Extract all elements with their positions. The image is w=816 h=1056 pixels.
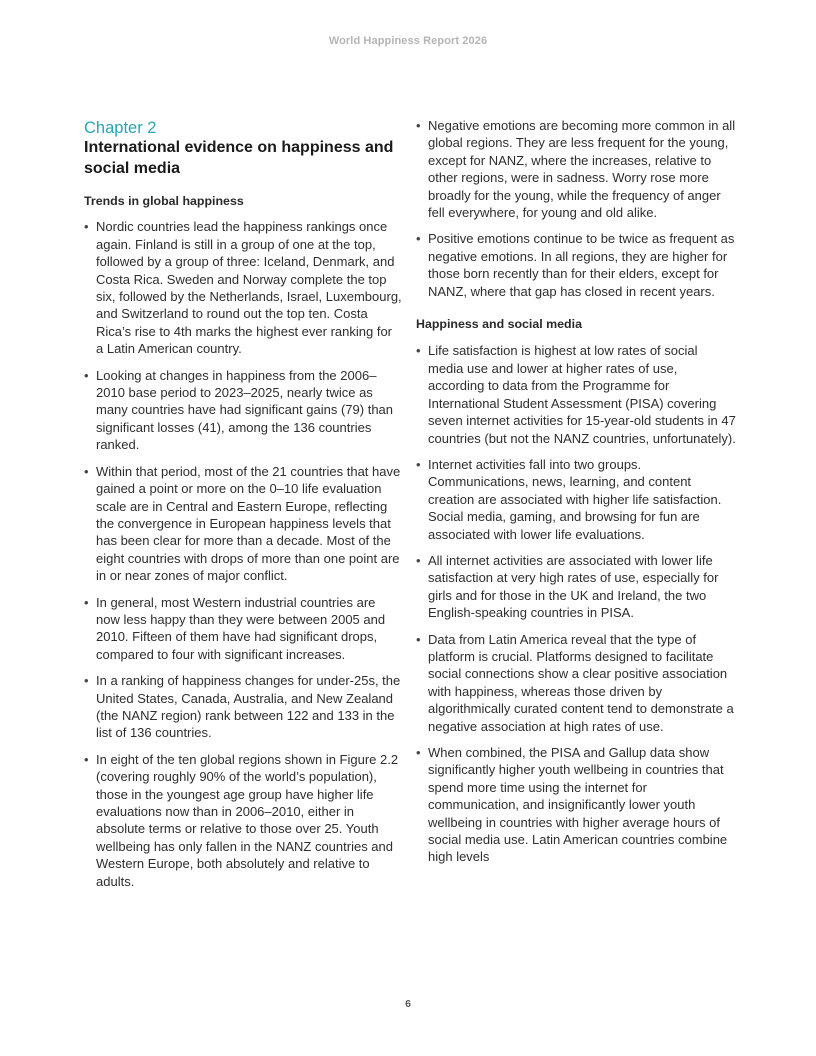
list-item xyxy=(84,594,402,664)
chapter-title: International evidence on happiness and social media xyxy=(84,139,394,177)
bullet-text: • Looking at changes in happiness from the 2006–2010 base period to 2023–2025, nearly twice as many countries have had significant gains (79) than significant losses (41), among the 136 countries ranked. xyxy=(96,367,394,453)
list-item xyxy=(84,218,402,357)
list-item xyxy=(416,744,736,866)
bullet-text: • Nordic countries lead the happiness rankings once again. Finland is still in a group of one at the top, followed by a group of three: Iceland, Denmark, and Costa Rica. Sweden and Norway complete the top six, followed by the Netherlands, Israel, Luxembourg, and Switzerland to round out the top ten. Costa Rica’s rise to 4th marks the highest ever ranking for a Latin American country. xyxy=(96,219,402,357)
list-item xyxy=(416,456,736,543)
bullet-text: • In eight of the ten global regions shown in Figure 2.2 (covering roughly 90% of the world’s population), those in the youngest age group have higher life evaluations now than in 2006–2010, either in absolute terms or relative to those over 25. Youth wellbeing has only fallen in the NANZ countries and Western Europe, both absolutely and relative to adults. xyxy=(96,751,399,889)
list-item xyxy=(84,672,402,742)
bullet-text: • In general, most Western industrial countries are now less happy than they were between 2005 and 2010. Fifteen of them have had significant drops, compared to four with significant increases. xyxy=(96,594,386,662)
bullet-text: • Data from Latin America reveal that the type of platform is crucial. Platforms designed to facilitate social connections show a clear positive association with happiness, whereas those driven by algorithmically curated content tend to demonstrate a negative association at high rates of use. xyxy=(428,631,734,734)
list-item xyxy=(416,631,736,735)
bullet-text: • Negative emotions are becoming more common in all global regions. They are less frequent for the young, except for NANZ, where the increases, relative to other regions, were in sadness. Worry rose more broadly for the young, while the frequency of anger fell everywhere, for young and old alike. xyxy=(428,118,736,221)
bullet-text: • Life satisfaction is highest at low rates of social media use and lower at higher rates of use, according to data from the Programme for International Student Assessment (PISA) covering seven internet activities for 15-year-old students in 47 countries (but not the NANZ countries, unfortunately). xyxy=(428,343,736,446)
list-item xyxy=(416,552,736,622)
bullet-list-trends xyxy=(84,218,402,890)
list-item xyxy=(416,342,736,446)
list-item xyxy=(416,117,736,221)
bullet-text: • Internet activities fall into two groups. Communications, news, learning, and content creation are associated with higher life satisfaction. Social media, gaming, and browsing for fun are associated with lower life evaluations. xyxy=(428,456,722,542)
section-heading-social-media: Happiness and social media xyxy=(416,317,582,332)
right-column xyxy=(416,117,736,875)
bullet-text: • All internet activities are associated with lower life satisfaction at very high rates of use, especially for girls and for those in the UK and Ireland, the two English-speaking countries in PISA. xyxy=(428,552,719,621)
list-item xyxy=(84,751,402,890)
bullet-text: • When combined, the PISA and Gallup data show significantly higher youth wellbeing in countries that spend more time using the internet for communication, and insignificantly lower youth wellbeing in countries with higher average hours of social media use. Latin American countries combine high levels xyxy=(428,745,728,865)
page-number: 6 xyxy=(405,998,411,1010)
bullet-text: • Positive emotions continue to be twice as frequent as negative emotions. In all regions, they are higher for those born recently than for their elders, except for NANZ, where that gap has closed in recent years. xyxy=(428,231,735,299)
bullet-text: • Within that period, most of the 21 countries that have gained a point or more on the 0–10 life evaluation scale are in Central and Eastern Europe, reflecting the convergence in European happiness levels that has been clear for more than a decade. Most of the eight countries with drops of more than one point are in or near zones of major conflict. xyxy=(96,463,401,584)
list-item xyxy=(84,463,402,585)
chapter-label: Chapter 2 xyxy=(84,119,157,137)
running-header: World Happiness Report 2026 xyxy=(328,35,488,47)
bullet-list-social-media xyxy=(416,342,736,865)
bullet-list-trends-continued xyxy=(416,117,736,300)
section-heading-trends: Trends in global happiness xyxy=(84,194,244,208)
bullet-text: • In a ranking of happiness changes for under-25s, the United States, Canada, Australia, and New Zealand (the NANZ region) rank between 122 and 133 in the list of 136 countries. xyxy=(96,673,401,741)
left-column xyxy=(84,117,402,899)
list-item xyxy=(84,367,402,454)
list-item xyxy=(416,230,736,300)
